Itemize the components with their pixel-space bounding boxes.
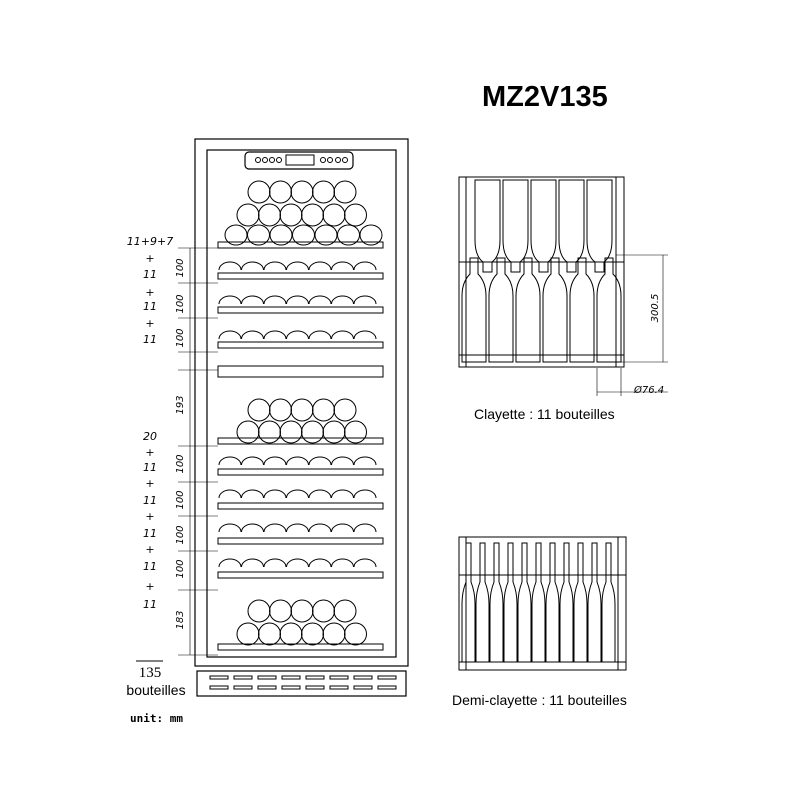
bottle-end xyxy=(309,296,331,304)
bottle-end xyxy=(287,296,309,304)
side-label: + xyxy=(145,580,155,593)
bottle-end xyxy=(332,331,354,339)
bottle-end xyxy=(280,623,302,645)
bottle-end xyxy=(264,559,286,567)
bottle-end xyxy=(219,524,241,532)
bottle-end xyxy=(219,559,241,567)
bottle-end xyxy=(313,600,335,622)
bottle-end xyxy=(219,490,241,498)
bottle-end xyxy=(280,421,302,443)
bottle-end xyxy=(354,524,376,532)
bottle-end xyxy=(287,524,309,532)
control-button-icon xyxy=(256,158,261,163)
bottle-end xyxy=(270,399,292,421)
bottle-end xyxy=(248,399,270,421)
side-label: + xyxy=(145,543,155,556)
grille-slot xyxy=(234,686,252,689)
side-label: + xyxy=(145,446,155,459)
side-label: 11 xyxy=(143,461,157,474)
bottle-outline xyxy=(570,258,594,362)
bottle-outline xyxy=(532,543,545,662)
bottle-end xyxy=(332,524,354,532)
bottle-end xyxy=(334,600,356,622)
control-button-icon xyxy=(277,158,282,163)
bottle-end xyxy=(242,262,264,270)
bottle-end xyxy=(345,421,367,443)
bottle-end xyxy=(287,262,309,270)
bottle-end xyxy=(237,421,259,443)
bottle-outline xyxy=(475,180,500,272)
bottle-end xyxy=(309,262,331,270)
bottle-outline xyxy=(597,258,621,362)
side-label: + xyxy=(145,317,155,330)
door-inner-frame xyxy=(207,150,396,657)
bottle-end xyxy=(248,181,270,203)
side-label: + xyxy=(145,286,155,299)
bottle-end xyxy=(287,331,309,339)
bottle-end xyxy=(345,204,367,226)
grille-slot xyxy=(306,676,324,679)
dimension-label: 100 xyxy=(175,559,186,579)
bottle-end xyxy=(242,524,264,532)
bottle-outline xyxy=(602,543,615,662)
bottle-end xyxy=(259,623,281,645)
bottle-end xyxy=(264,490,286,498)
bottle-end xyxy=(291,399,313,421)
dimension-label: 193 xyxy=(175,395,186,415)
grille-slot xyxy=(234,676,252,679)
bottle-end xyxy=(332,559,354,567)
bottle-end xyxy=(219,296,241,304)
shelf-rail xyxy=(218,273,383,279)
bottle-end xyxy=(242,296,264,304)
side-label: 11 xyxy=(143,333,157,346)
bottle-end xyxy=(334,181,356,203)
control-button-icon xyxy=(263,158,268,163)
side-label: 11 xyxy=(143,494,157,507)
side-label: + xyxy=(145,510,155,523)
shelf-rail xyxy=(218,342,383,348)
bottle-end xyxy=(264,331,286,339)
bottle-end xyxy=(264,524,286,532)
dimension-label: 100 xyxy=(175,258,186,278)
bottle-end xyxy=(237,623,259,645)
half-shelf-bottles xyxy=(459,537,626,670)
bottle-end xyxy=(309,559,331,567)
side-label: 11 xyxy=(143,300,157,313)
side-label: 11 xyxy=(143,560,157,573)
side-label: + xyxy=(145,252,155,265)
shelf-bottles xyxy=(459,177,668,396)
bottle-end xyxy=(302,623,324,645)
grille-slot xyxy=(330,676,348,679)
bottle-end xyxy=(354,262,376,270)
shelf-rail xyxy=(218,307,383,313)
bottle-outline xyxy=(543,258,567,362)
bottle-end xyxy=(313,399,335,421)
side-label: 11 xyxy=(143,527,157,540)
grille-slot xyxy=(282,676,300,679)
bottle-end xyxy=(287,490,309,498)
side-label: 11+9+7 xyxy=(126,235,174,248)
bottle-end xyxy=(323,623,345,645)
bottle-end xyxy=(219,457,241,465)
bottle-end xyxy=(332,262,354,270)
bottle-end xyxy=(291,600,313,622)
side-label: 11 xyxy=(143,598,157,611)
bottle-outline xyxy=(489,258,513,362)
bottle-outline xyxy=(490,543,503,662)
side-label: 11 xyxy=(143,268,157,281)
bottle-end xyxy=(242,331,264,339)
grille-slot xyxy=(282,686,300,689)
bottle-end xyxy=(354,490,376,498)
grille-slot xyxy=(258,686,276,689)
control-button-icon xyxy=(336,158,341,163)
bottle-end xyxy=(287,457,309,465)
bottle-outline xyxy=(588,543,601,662)
bottle-end xyxy=(259,421,281,443)
dimension-label: 100 xyxy=(175,525,186,545)
bottle-outline xyxy=(504,543,517,662)
control-button-icon xyxy=(270,158,275,163)
grille-slot xyxy=(306,686,324,689)
grille-slot xyxy=(354,686,372,689)
grille-slot xyxy=(258,676,276,679)
bottle-outline xyxy=(574,543,587,662)
bottle-end xyxy=(242,490,264,498)
cabinet-details xyxy=(178,155,396,689)
bottle-outline xyxy=(546,543,559,662)
bottle-end xyxy=(219,331,241,339)
control-button-icon xyxy=(321,158,326,163)
side-label: 20 xyxy=(143,430,157,443)
shelf-bottle-counts xyxy=(127,235,173,611)
dimension-label: 100 xyxy=(175,490,186,510)
unit-label: unit: mm xyxy=(130,712,183,725)
bottle-end xyxy=(270,181,292,203)
grille-slot xyxy=(378,686,396,689)
shelf-rail xyxy=(218,469,383,475)
shelf-dimensions xyxy=(175,258,186,629)
bottle-end xyxy=(345,623,367,645)
total-bottle-count: 135 xyxy=(138,665,162,681)
bottle-end xyxy=(309,331,331,339)
bottle-end xyxy=(270,600,292,622)
cabinet-front-view xyxy=(195,139,408,696)
bottle-outline xyxy=(516,258,540,362)
bottle-end xyxy=(237,204,259,226)
total-bottle-label: bouteilles xyxy=(126,682,186,698)
dimension-label: 100 xyxy=(175,294,186,314)
grille-slot xyxy=(330,686,348,689)
dimension-label: 100 xyxy=(175,328,186,348)
bottle-outline xyxy=(518,543,531,662)
bottle-end xyxy=(219,262,241,270)
bottle-end xyxy=(354,331,376,339)
bottle-end xyxy=(309,524,331,532)
grille-slot xyxy=(378,676,396,679)
bottle-end xyxy=(302,204,324,226)
bottle-end xyxy=(354,559,376,567)
bottle-end xyxy=(309,490,331,498)
bottle-end xyxy=(332,457,354,465)
shelf-rail xyxy=(218,572,383,578)
bottle-end xyxy=(264,262,286,270)
bottle-end xyxy=(302,421,324,443)
grille-slot xyxy=(210,676,228,679)
grille-slot xyxy=(210,686,228,689)
bottle-end xyxy=(242,457,264,465)
bottle-end xyxy=(323,421,345,443)
bottle-end xyxy=(334,399,356,421)
bottle-outline xyxy=(560,543,573,662)
half-shelf-caption: Demi-clayette : 11 bouteilles xyxy=(452,692,627,708)
bottle-end xyxy=(332,296,354,304)
display-screen xyxy=(286,155,314,165)
dimension-label: 100 xyxy=(175,454,186,474)
bottle-outline xyxy=(476,543,489,662)
control-button-icon xyxy=(343,158,348,163)
shelf-rail xyxy=(218,538,383,544)
shelf-rail xyxy=(218,503,383,509)
bottle-outline xyxy=(462,543,475,662)
bottle-end xyxy=(313,181,335,203)
control-button-icon xyxy=(328,158,333,163)
bottle-end xyxy=(259,204,281,226)
bottle-end xyxy=(264,457,286,465)
empty-shelf xyxy=(218,366,383,377)
bottle-end xyxy=(354,457,376,465)
side-label: + xyxy=(145,477,155,490)
dimension-label: 183 xyxy=(175,610,186,630)
bottle-end xyxy=(291,181,313,203)
model-title: MZ2V135 xyxy=(482,81,608,113)
bottle-end xyxy=(287,559,309,567)
bottle-end xyxy=(242,559,264,567)
bottle-height-label: 300.5 xyxy=(650,293,661,323)
shelf-caption: Clayette : 11 bouteilles xyxy=(474,406,615,422)
ventilation-grille xyxy=(197,671,406,696)
bottle-end xyxy=(309,457,331,465)
grille-slot xyxy=(354,676,372,679)
bottle-end xyxy=(354,296,376,304)
bottle-end xyxy=(332,490,354,498)
bottle-end xyxy=(264,296,286,304)
bottle-diameter-label: Ø76.4 xyxy=(634,385,665,396)
bottle-end xyxy=(280,204,302,226)
bottle-end xyxy=(248,600,270,622)
bottle-end xyxy=(323,204,345,226)
